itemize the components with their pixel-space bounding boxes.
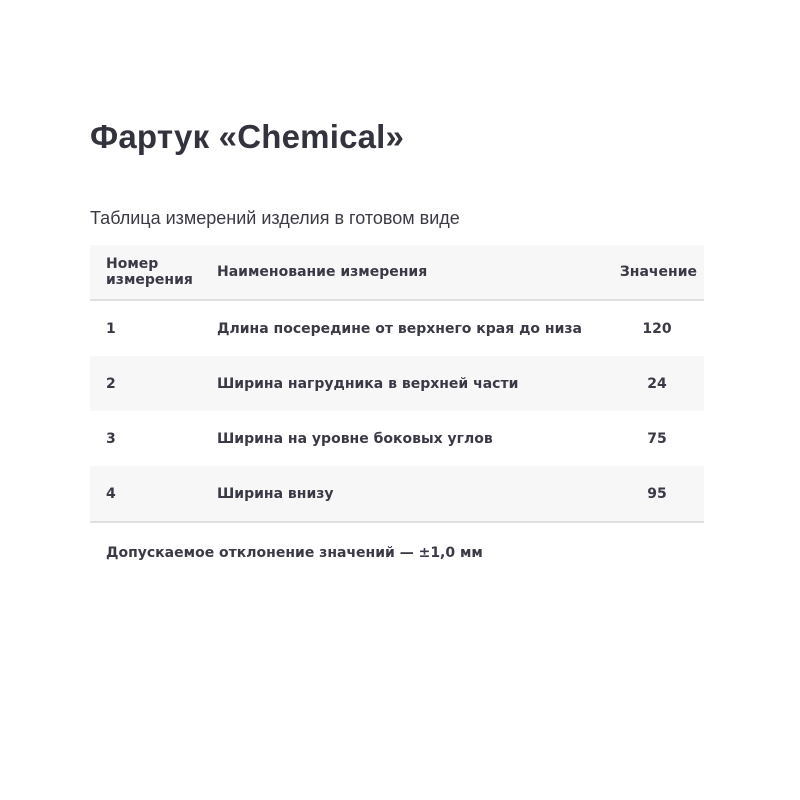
header-number-line1: Номер: [106, 256, 159, 272]
row-name: Ширина на уровне боковых углов: [217, 430, 493, 447]
row-value: 24: [647, 375, 667, 392]
row-value: 120: [642, 320, 672, 337]
row-number: 1: [106, 320, 116, 337]
table-header-row: [90, 245, 704, 301]
header-name: Наименование измерения: [217, 264, 428, 280]
row-name: Ширина внизу: [217, 485, 334, 502]
row-value: 95: [647, 485, 667, 502]
tolerance-note: Допускаемое отклонение значений — ±1,0 мм: [106, 545, 483, 561]
header-number: [106, 256, 206, 288]
header-number-line2: измерения: [106, 272, 193, 288]
header-value: Значение: [619, 264, 697, 280]
measurements-table: [90, 245, 704, 523]
row-name: Ширина нагрудника в верхней части: [217, 375, 519, 392]
table-row: [90, 356, 704, 411]
row-value: 75: [647, 430, 667, 447]
table-row: [90, 466, 704, 523]
row-number: 2: [106, 375, 116, 392]
page-title: Фартук «Chemical»: [90, 118, 405, 155]
table-row: [90, 301, 704, 356]
table-row: [90, 411, 704, 466]
table-caption: Таблица измерений изделия в готовом виде: [90, 208, 460, 228]
row-number: 4: [106, 485, 116, 502]
row-name: Длина посередине от верхнего края до низа: [217, 320, 582, 337]
row-number: 3: [106, 430, 116, 447]
